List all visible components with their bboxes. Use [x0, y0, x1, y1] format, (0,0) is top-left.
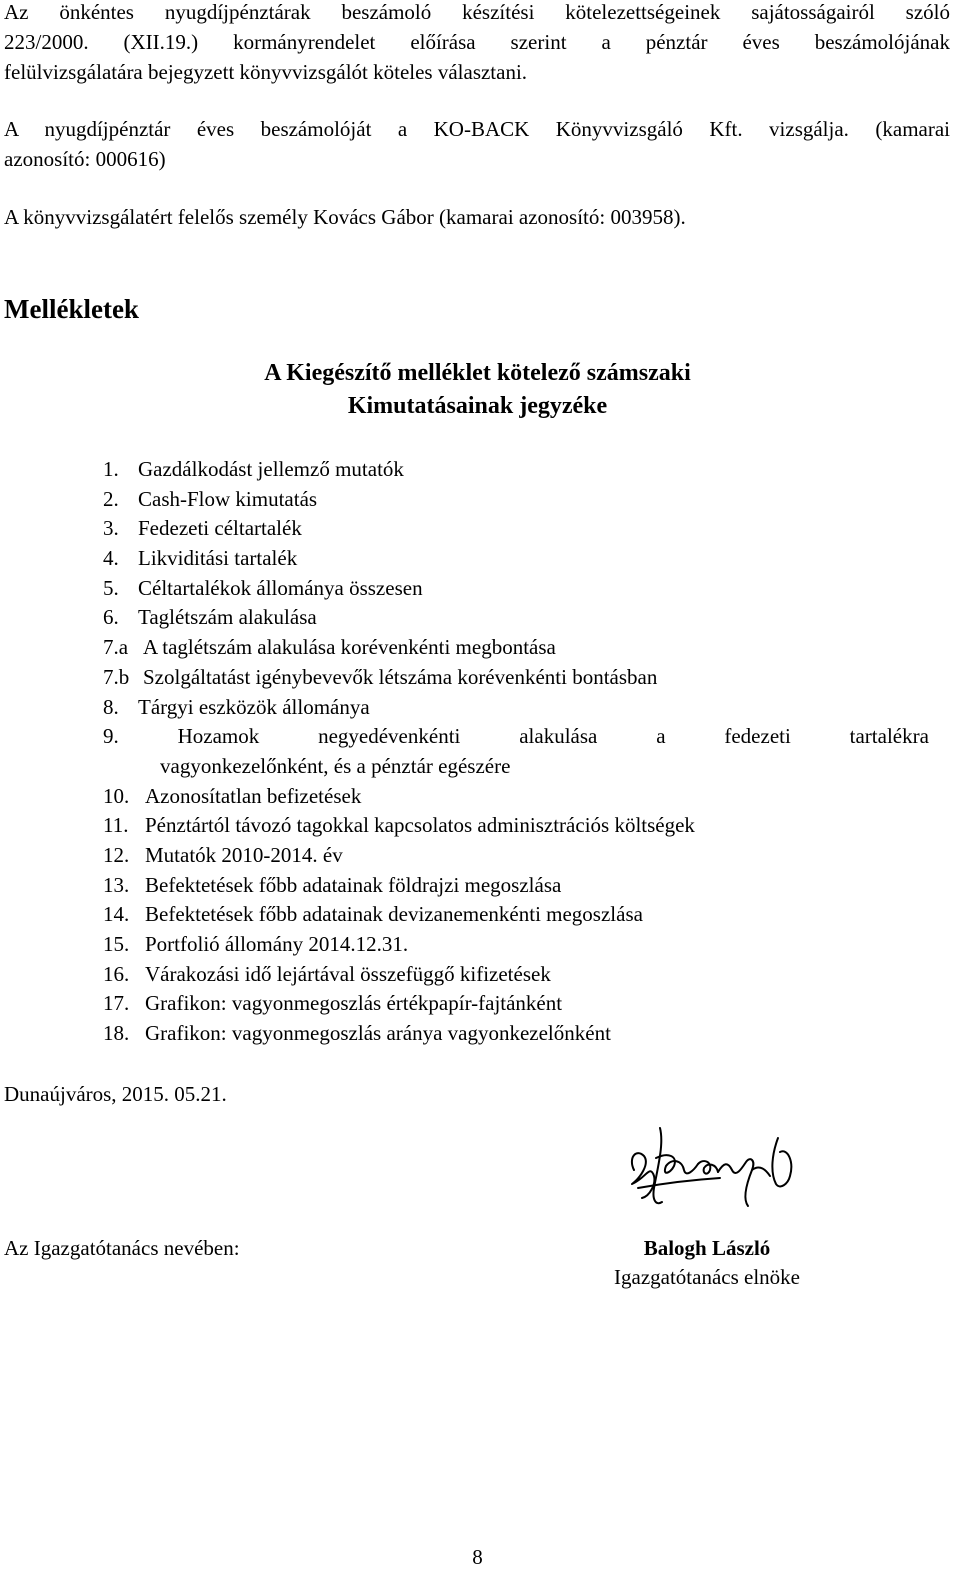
list-item — [103, 663, 933, 693]
appendix-list — [103, 455, 933, 1049]
list-item — [103, 722, 933, 781]
list-item-number: 12. — [103, 842, 130, 867]
list-item-number: 6. — [103, 605, 119, 630]
list-item-text: Gazdálkodást jellemző mutatók — [138, 457, 404, 481]
on-behalf-label: Az Igazgatótanács nevében: — [4, 1236, 240, 1260]
list-item-text: Tárgyi eszközök állománya — [138, 694, 370, 719]
list-item-text: Pénztártól távozó tagokkal kapcsolatos adminisztrációs költségek — [145, 813, 695, 838]
list-item-word: fedezeti — [724, 724, 791, 749]
list-item — [103, 603, 933, 633]
list-item-number: 7.b — [103, 664, 130, 689]
list-item-text: Portfolió állomány 2014.12.31. — [145, 932, 409, 957]
list-item-text: Likviditási tartalék — [138, 546, 298, 571]
list-item-text: Mutatók 2010-2014. év — [145, 842, 343, 867]
list-item-text: Cash-Flow kimutatás — [138, 486, 318, 511]
list-item-text-continuation: vagyonkezelőnként, és a pénztár egészére — [160, 753, 511, 778]
list-item-text: Céltartalékok állománya összesen — [138, 575, 423, 600]
intro-paragraph-2-line-2: azonosító: 000616) — [4, 147, 166, 171]
list-item-number: 5. — [103, 575, 119, 600]
list-item-number: 14. — [103, 902, 130, 927]
intro-paragraph-3: A könyvvizsgálatért felelős személy Kovács Gábor (kamarai azonosító: 003958). — [4, 205, 686, 229]
list-item-number: 2. — [103, 486, 119, 511]
list-item-number: 9. — [103, 724, 119, 749]
list-item-word: negyedévenkénti — [318, 724, 461, 749]
list-item-word: Hozamok — [177, 724, 260, 749]
list-item-text: A taglétszám alakulása korévenkénti megbontása — [143, 635, 556, 660]
place-date: Dunaújváros, 2015. 05.21. — [4, 1082, 227, 1106]
list-item-number: 17. — [103, 991, 130, 1016]
list-item — [103, 811, 933, 841]
intro-paragraph-2-line-1: A nyugdíjpénztár éves beszámolóját a KO-BACK Könyvvizsgáló Kft. vizsgálja. (kamarai — [4, 117, 950, 141]
list-item-number: 8. — [103, 694, 119, 719]
list-item — [103, 782, 933, 812]
list-item-number: 7.a — [103, 635, 129, 660]
list-item-number: 15. — [103, 932, 130, 957]
list-item-text: Grafikon: vagyonmegoszlás értékpapír-fajtánként — [145, 991, 563, 1016]
list-item — [103, 900, 933, 930]
list-item — [103, 841, 933, 871]
page-number: 8 — [472, 1545, 483, 1569]
list-item-number: 10. — [103, 783, 130, 808]
list-item — [103, 455, 933, 485]
list-item-text: Befektetések főbb adatainak földrajzi megoszlása — [145, 872, 562, 897]
handwritten-signature — [620, 1118, 810, 1218]
list-item — [103, 485, 933, 515]
list-subtitle-line-1: A Kiegészítő melléklet kötelező számszaki — [264, 360, 691, 386]
list-item-text: Taglétszám alakulása — [138, 605, 317, 630]
list-item-number: 11. — [103, 813, 129, 838]
list-item-word: a — [656, 724, 666, 749]
list-item — [103, 633, 933, 663]
section-title: Mellékletek — [4, 294, 139, 324]
list-subtitle-line-2: Kimutatásainak jegyzéke — [347, 393, 608, 419]
signatory-role: Igazgatótanács elnöke — [614, 1265, 800, 1289]
intro-paragraph-1-line-2: 223/2000. (XII.19.) kormányrendelet előírása szerint a pénztár éves beszámolójának — [4, 30, 950, 54]
list-item-number: 4. — [103, 546, 119, 571]
list-item — [103, 960, 933, 990]
list-item-text: Szolgáltatást igénybevevők létszáma korévenkénti bontásban — [143, 664, 658, 689]
list-item — [103, 693, 933, 723]
list-item — [103, 514, 933, 544]
list-item-justified-line — [103, 722, 929, 752]
list-item — [103, 574, 933, 604]
list-item-word: tartalékra — [849, 724, 929, 749]
list-item-text: Várakozási idő lejártával összefüggő kifizetések — [145, 961, 551, 986]
list-item-word: alakulása — [519, 724, 598, 749]
list-item-number: 13. — [103, 872, 130, 897]
list-item-text: Fedezeti céltartalék — [138, 516, 302, 541]
list-item-text: Grafikon: vagyonmegoszlás aránya vagyonkezelőnként — [145, 1021, 611, 1046]
list-item — [103, 1019, 933, 1049]
intro-paragraph-1-line-1: Az önkéntes nyugdíjpénztárak beszámoló készítési kötelezettségeinek sajátosságairól szóló — [4, 0, 950, 24]
list-item-number: 18. — [103, 1021, 130, 1046]
list-item — [103, 544, 933, 574]
list-item — [103, 871, 933, 901]
list-item — [103, 930, 933, 960]
list-item-text: Befektetések főbb adatainak devizanemenkénti megoszlása — [145, 902, 643, 927]
intro-paragraph-1-line-3: felülvizsgálatára bejegyzett könyvvizsgálót köteles választani. — [4, 60, 528, 84]
list-item-number: 1. — [103, 457, 119, 481]
list-item-number: 16. — [103, 961, 130, 986]
list-item — [103, 989, 933, 1019]
signatory-name: Balogh László — [643, 1236, 771, 1260]
list-item-number: 3. — [103, 516, 119, 541]
list-item-text: Azonosítatlan befizetések — [145, 783, 362, 808]
